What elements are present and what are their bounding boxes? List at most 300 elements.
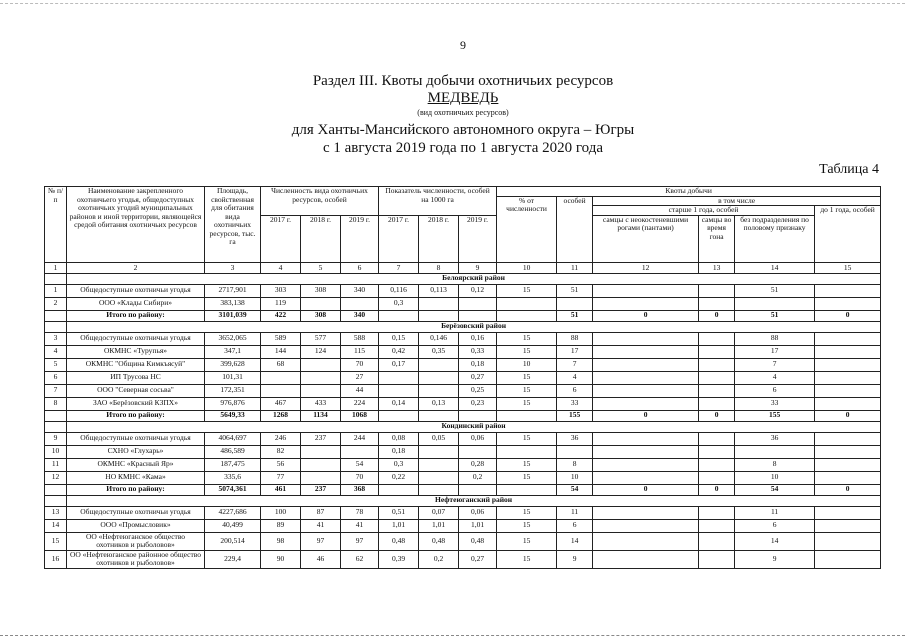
table-cell xyxy=(593,284,699,297)
table-cell xyxy=(593,550,699,568)
table-cell: 9 xyxy=(45,432,67,445)
total-cell: 0 xyxy=(593,410,699,421)
column-number-row xyxy=(45,262,881,273)
table-cell: 88 xyxy=(557,332,593,345)
table-cell: 8 xyxy=(735,458,815,471)
table-cell: 10 xyxy=(735,471,815,484)
table-cell xyxy=(699,471,735,484)
table-cell xyxy=(815,284,881,297)
total-cell: 340 xyxy=(341,310,379,321)
table-cell: 1,01 xyxy=(419,519,459,532)
table-cell xyxy=(699,397,735,410)
table-cell: 0,48 xyxy=(459,532,497,550)
total-cell: 368 xyxy=(341,484,379,495)
table-cell xyxy=(699,458,735,471)
table-cell: 33 xyxy=(557,397,593,410)
table-cell: 78 xyxy=(341,506,379,519)
table-cell: 41 xyxy=(301,519,341,532)
column-number: 1 xyxy=(45,262,67,273)
table-cell: 15 xyxy=(497,506,557,519)
table-cell xyxy=(699,550,735,568)
table-cell: 40,499 xyxy=(205,519,261,532)
table-cell: 0,116 xyxy=(379,284,419,297)
district-name: Белоярский район xyxy=(67,273,881,284)
table-cell: 15 xyxy=(497,345,557,358)
species-name: МЕДВЕДЬ xyxy=(427,90,499,106)
table-cell: 14 xyxy=(735,532,815,550)
table-cell xyxy=(699,371,735,384)
table-cell: 589 xyxy=(261,332,301,345)
total-cell xyxy=(45,310,67,321)
table-cell xyxy=(815,332,881,345)
species-note: (вид охотничьих ресурсов) xyxy=(417,108,509,117)
column-number: 4 xyxy=(261,262,301,273)
table-cell xyxy=(301,371,341,384)
district-row xyxy=(45,273,881,284)
table-cell: 15 xyxy=(497,384,557,397)
table-cell xyxy=(815,445,881,458)
table-cell: 8 xyxy=(45,397,67,410)
table-cell: 0,48 xyxy=(379,532,419,550)
hunting-ground-name: Общедоступные охотничьи угодья xyxy=(67,506,205,519)
table-cell xyxy=(341,445,379,458)
table-cell: 0,22 xyxy=(379,471,419,484)
hunting-ground-name: ООО "Северная сосьва" xyxy=(67,384,205,397)
table-cell: 82 xyxy=(261,445,301,458)
total-cell: 0 xyxy=(699,410,735,421)
table-cell xyxy=(301,471,341,484)
district-total-row xyxy=(45,484,881,495)
table-cell: 15 xyxy=(497,519,557,532)
table-cell: 0,3 xyxy=(379,458,419,471)
column-number: 13 xyxy=(699,262,735,273)
table-cell xyxy=(419,384,459,397)
table-cell: 0,113 xyxy=(419,284,459,297)
district-total-row xyxy=(45,410,881,421)
table-row xyxy=(45,458,881,471)
table-cell: 15 xyxy=(497,284,557,297)
table-row xyxy=(45,384,881,397)
table-cell xyxy=(735,445,815,458)
total-cell: 155 xyxy=(735,410,815,421)
hunting-ground-name: ОКМНС "Община Кимкъясуй" xyxy=(67,358,205,371)
header-year-2018: 2018 г. xyxy=(301,215,341,262)
table-cell: 6 xyxy=(557,519,593,532)
table-cell: 11 xyxy=(735,506,815,519)
table-cell: 17 xyxy=(735,345,815,358)
table-cell xyxy=(593,332,699,345)
table-cell: 308 xyxy=(301,284,341,297)
total-cell xyxy=(459,410,497,421)
district-blank-cell xyxy=(45,273,67,284)
table-cell: 88 xyxy=(735,332,815,345)
header-year-2017: 2017 г. xyxy=(261,215,301,262)
table-cell xyxy=(699,332,735,345)
header-rut: самцы во время гона xyxy=(699,215,735,262)
table-cell xyxy=(341,297,379,310)
table-cell: 68 xyxy=(261,358,301,371)
table-cell: 98 xyxy=(261,532,301,550)
table-cell: 101,31 xyxy=(205,371,261,384)
table-cell: 0,15 xyxy=(379,332,419,345)
table-cell xyxy=(419,458,459,471)
table-cell: 15 xyxy=(497,550,557,568)
table-cell xyxy=(459,297,497,310)
table-cell xyxy=(593,297,699,310)
hunting-ground-name: ОКМНС «Турупья» xyxy=(67,345,205,358)
table-cell: 0,23 xyxy=(459,397,497,410)
total-cell xyxy=(419,310,459,321)
table-cell: 2717,901 xyxy=(205,284,261,297)
table-cell xyxy=(497,445,557,458)
table-cell xyxy=(593,532,699,550)
table-cell xyxy=(593,432,699,445)
total-cell: 5649,33 xyxy=(205,410,261,421)
table-cell: 62 xyxy=(341,550,379,568)
table-cell: 9 xyxy=(735,550,815,568)
header-animals: особей xyxy=(557,196,593,262)
table-cell xyxy=(815,506,881,519)
table-cell xyxy=(815,384,881,397)
table-row xyxy=(45,345,881,358)
table-row xyxy=(45,297,881,310)
header-quota: Квоты добычи xyxy=(497,187,881,197)
table-cell: 70 xyxy=(341,358,379,371)
table-row xyxy=(45,471,881,484)
table-cell: 433 xyxy=(301,397,341,410)
table-cell: 46 xyxy=(301,550,341,568)
table-cell: 0,18 xyxy=(379,445,419,458)
total-cell: 155 xyxy=(557,410,593,421)
table-cell: 6 xyxy=(735,384,815,397)
table-cell: 0,39 xyxy=(379,550,419,568)
table-cell: 244 xyxy=(341,432,379,445)
region-line: для Ханты-Мансийского автономного округа – Югры xyxy=(291,122,635,138)
table-cell: 976,876 xyxy=(205,397,261,410)
total-cell: 51 xyxy=(557,310,593,321)
table-cell xyxy=(459,445,497,458)
scan-edge-bottom xyxy=(0,635,905,640)
table-cell: 1 xyxy=(45,284,67,297)
table-cell xyxy=(699,445,735,458)
table-cell xyxy=(557,445,593,458)
header-density-2019: 2019 г. xyxy=(459,215,497,262)
table-cell xyxy=(379,384,419,397)
column-number: 3 xyxy=(205,262,261,273)
table-cell: 0,51 xyxy=(379,506,419,519)
table-cell xyxy=(699,297,735,310)
table-cell: 237 xyxy=(301,432,341,445)
table-cell: 17 xyxy=(557,345,593,358)
column-number: 12 xyxy=(593,262,699,273)
total-cell: 1068 xyxy=(341,410,379,421)
table-label: Таблица 4 xyxy=(819,162,879,177)
table-row xyxy=(45,397,881,410)
district-name: Кондинский район xyxy=(67,421,881,432)
table-cell: 10 xyxy=(45,445,67,458)
hunting-ground-name: ООО «Клады Сибири» xyxy=(67,297,205,310)
table-cell xyxy=(815,471,881,484)
table-cell xyxy=(593,384,699,397)
header-year-2019: 2019 г. xyxy=(341,215,379,262)
table-cell: 0,12 xyxy=(459,284,497,297)
table-cell: 15 xyxy=(497,471,557,484)
total-cell: 0 xyxy=(593,484,699,495)
column-number: 7 xyxy=(379,262,419,273)
column-number: 15 xyxy=(815,262,881,273)
table-cell xyxy=(593,471,699,484)
table-row xyxy=(45,532,881,550)
district-blank-cell xyxy=(45,421,67,432)
column-number: 2 xyxy=(67,262,205,273)
table-cell: 87 xyxy=(301,506,341,519)
total-cell: 461 xyxy=(261,484,301,495)
table-cell xyxy=(815,297,881,310)
total-cell: 0 xyxy=(815,310,881,321)
table-cell: 6 xyxy=(557,384,593,397)
header-num: № п/п xyxy=(45,187,67,263)
table-cell: 3652,065 xyxy=(205,332,261,345)
hunting-ground-name: НО КМНС «Кама» xyxy=(67,471,205,484)
total-cell: 0 xyxy=(593,310,699,321)
table-cell: 15 xyxy=(45,532,67,550)
table-cell: 486,589 xyxy=(205,445,261,458)
period-line: с 1 августа 2019 года по 1 августа 2020 года xyxy=(322,140,604,156)
table-cell xyxy=(815,458,881,471)
table-cell: 0,2 xyxy=(419,550,459,568)
table-cell: 0,146 xyxy=(419,332,459,345)
table-cell: 0,16 xyxy=(459,332,497,345)
total-cell: 54 xyxy=(557,484,593,495)
table-cell: 16 xyxy=(45,550,67,568)
table-cell xyxy=(419,471,459,484)
table-cell: 15 xyxy=(497,371,557,384)
table-cell xyxy=(699,284,735,297)
district-row xyxy=(45,321,881,332)
table-cell: 100 xyxy=(261,506,301,519)
table-cell: 33 xyxy=(735,397,815,410)
hunting-ground-name: ОКМНС «Красный Яр» xyxy=(67,458,205,471)
table-cell: 4 xyxy=(45,345,67,358)
table-cell xyxy=(301,445,341,458)
table-cell: 8 xyxy=(557,458,593,471)
table-cell: 144 xyxy=(261,345,301,358)
table-cell: 51 xyxy=(735,284,815,297)
total-cell: 3101,039 xyxy=(205,310,261,321)
header-older: старше 1 года, особей xyxy=(593,206,815,216)
table-cell xyxy=(815,550,881,568)
table-cell xyxy=(593,345,699,358)
table-cell: 0,27 xyxy=(459,371,497,384)
total-cell xyxy=(379,484,419,495)
table-row xyxy=(45,284,881,297)
total-cell: 422 xyxy=(261,310,301,321)
table-cell: 41 xyxy=(341,519,379,532)
total-label: Итого по району: xyxy=(67,310,205,321)
table-header xyxy=(45,187,881,274)
total-cell: 0 xyxy=(699,484,735,495)
total-cell xyxy=(45,484,67,495)
table-cell xyxy=(815,432,881,445)
header-name: Наименование закрепленного охотничьего угодья, общедоступных охотничьих угодий муниципальных районов и иной территории, являющейся средой обитания охотничьих ресурсов xyxy=(67,187,205,263)
header-nosex: без подразделения по половому признаку xyxy=(735,215,815,262)
header-under: до 1 года, особей xyxy=(815,206,881,263)
table-cell: 15 xyxy=(497,532,557,550)
table-cell: 15 xyxy=(497,332,557,345)
table-cell: 0,18 xyxy=(459,358,497,371)
table-cell xyxy=(301,458,341,471)
table-cell: 187,475 xyxy=(205,458,261,471)
table-cell: 11 xyxy=(557,506,593,519)
table-cell: 70 xyxy=(341,471,379,484)
table-cell xyxy=(593,358,699,371)
district-name: Берёзовский район xyxy=(67,321,881,332)
table-cell: 115 xyxy=(341,345,379,358)
table-cell: 90 xyxy=(261,550,301,568)
district-row xyxy=(45,421,881,432)
district-blank-cell xyxy=(45,495,67,506)
table-cell xyxy=(593,445,699,458)
table-cell: 588 xyxy=(341,332,379,345)
table-cell xyxy=(815,371,881,384)
table-row xyxy=(45,371,881,384)
table-cell xyxy=(699,432,735,445)
table-cell xyxy=(699,519,735,532)
table-cell xyxy=(379,371,419,384)
quota-table xyxy=(44,186,881,569)
table-cell: 12 xyxy=(45,471,67,484)
total-cell xyxy=(379,310,419,321)
table-cell: 119 xyxy=(261,297,301,310)
table-cell: 224 xyxy=(341,397,379,410)
table-cell: 335,6 xyxy=(205,471,261,484)
table-cell: 2 xyxy=(45,297,67,310)
hunting-ground-name: ОО «Нефтеюганское районное общество охотников и рыболовов» xyxy=(67,550,205,568)
table-cell: 0,42 xyxy=(379,345,419,358)
table-cell: 4 xyxy=(557,371,593,384)
table-cell: 3 xyxy=(45,332,67,345)
table-cell: 7 xyxy=(557,358,593,371)
table-cell: 15 xyxy=(497,458,557,471)
table-cell: 97 xyxy=(341,532,379,550)
total-cell: 0 xyxy=(815,410,881,421)
table-cell: 4227,686 xyxy=(205,506,261,519)
hunting-ground-name: ОО «Нефтеюганское общество охотников и рыболовов» xyxy=(67,532,205,550)
column-number: 10 xyxy=(497,262,557,273)
hunting-ground-name: ЗАО «Берёзовский КЗПХ» xyxy=(67,397,205,410)
table-cell: 10 xyxy=(497,358,557,371)
column-number: 11 xyxy=(557,262,593,273)
table-cell: 14 xyxy=(45,519,67,532)
table-cell: 0,28 xyxy=(459,458,497,471)
table-cell xyxy=(301,358,341,371)
table-cell: 54 xyxy=(341,458,379,471)
table-cell xyxy=(815,532,881,550)
table-cell: 0,06 xyxy=(459,506,497,519)
table-cell xyxy=(419,358,459,371)
header-incl: в том числе xyxy=(593,196,881,206)
table-row xyxy=(45,445,881,458)
table-cell: 89 xyxy=(261,519,301,532)
column-number: 14 xyxy=(735,262,815,273)
table-cell: 246 xyxy=(261,432,301,445)
table-cell: 5 xyxy=(45,358,67,371)
table-cell: 0,14 xyxy=(379,397,419,410)
table-cell xyxy=(301,297,341,310)
table-cell: 0,48 xyxy=(419,532,459,550)
table-cell: 200,514 xyxy=(205,532,261,550)
table-cell: 0,08 xyxy=(379,432,419,445)
total-cell: 0 xyxy=(699,310,735,321)
table-row xyxy=(45,550,881,568)
table-cell: 0,33 xyxy=(459,345,497,358)
table-cell: 383,138 xyxy=(205,297,261,310)
total-cell xyxy=(459,310,497,321)
hunting-ground-name: Общедоступные охотничьи угодья xyxy=(67,284,205,297)
table-cell: 0,2 xyxy=(459,471,497,484)
table-cell: 124 xyxy=(301,345,341,358)
table-cell: 467 xyxy=(261,397,301,410)
table-cell xyxy=(593,519,699,532)
table-cell: 303 xyxy=(261,284,301,297)
table-cell: 577 xyxy=(301,332,341,345)
table-cell: 172,351 xyxy=(205,384,261,397)
table-cell xyxy=(593,397,699,410)
table-cell: 44 xyxy=(341,384,379,397)
table-cell xyxy=(419,297,459,310)
total-cell: 308 xyxy=(301,310,341,321)
header-density-2018: 2018 г. xyxy=(419,215,459,262)
table-cell: 0,05 xyxy=(419,432,459,445)
table-cell: 6 xyxy=(735,519,815,532)
table-cell: 9 xyxy=(557,550,593,568)
header-density-2017: 2017 г. xyxy=(379,215,419,262)
table-cell xyxy=(261,384,301,397)
table-cell: 10 xyxy=(557,471,593,484)
header-pct: % от численности xyxy=(497,196,557,262)
table-cell: 340 xyxy=(341,284,379,297)
table-cell xyxy=(557,297,593,310)
table-cell xyxy=(419,371,459,384)
table-cell: 15 xyxy=(497,397,557,410)
table-cell: 4 xyxy=(735,371,815,384)
table-cell: 0,27 xyxy=(459,550,497,568)
table-cell xyxy=(815,358,881,371)
table-cell: 0,07 xyxy=(419,506,459,519)
table-cell: 11 xyxy=(45,458,67,471)
table-cell: 36 xyxy=(735,432,815,445)
table-row xyxy=(45,332,881,345)
total-cell xyxy=(379,410,419,421)
total-cell xyxy=(497,410,557,421)
table-cell: 0,13 xyxy=(419,397,459,410)
table-cell: 36 xyxy=(557,432,593,445)
table-cell: 13 xyxy=(45,506,67,519)
table-cell xyxy=(815,397,881,410)
table-cell: 0,25 xyxy=(459,384,497,397)
header-count: Численность вида охотничьих ресурсов, особей xyxy=(261,187,379,216)
total-cell: 0 xyxy=(815,484,881,495)
total-cell xyxy=(419,410,459,421)
column-number: 8 xyxy=(419,262,459,273)
total-cell: 237 xyxy=(301,484,341,495)
title-block xyxy=(0,72,905,157)
header-density: Показатель численности, особей на 1000 га xyxy=(379,187,497,216)
table-cell: 6 xyxy=(45,371,67,384)
table-cell xyxy=(815,345,881,358)
table-cell: 15 xyxy=(497,432,557,445)
table-cell: 399,628 xyxy=(205,358,261,371)
